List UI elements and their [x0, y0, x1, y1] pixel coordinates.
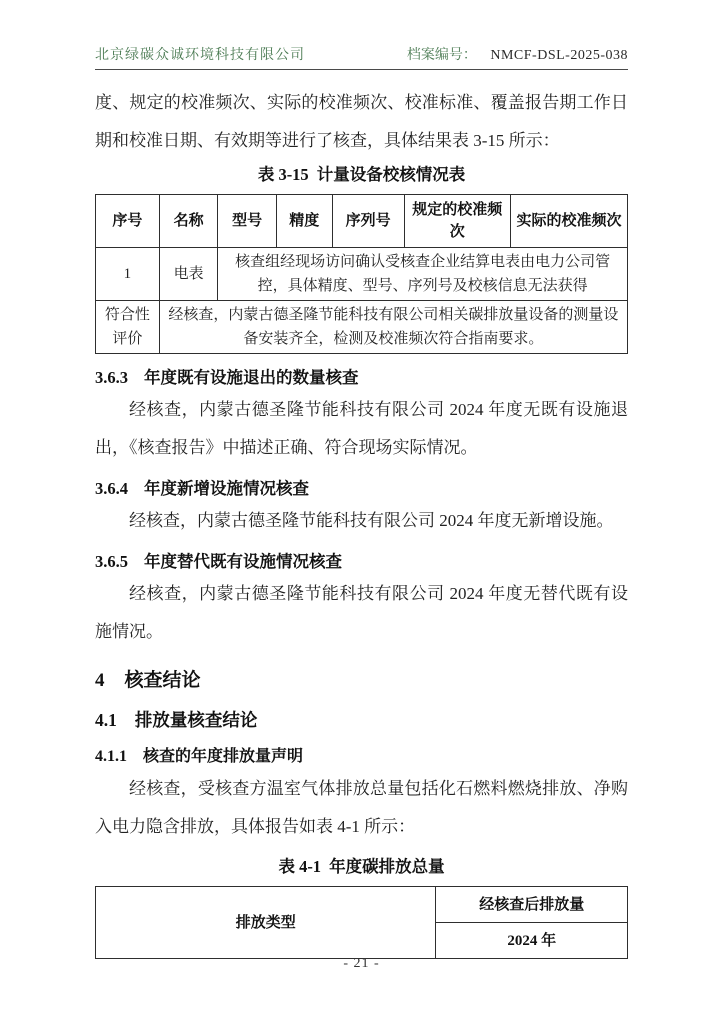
file-number-value: NMCF-DSL-2025-038	[490, 48, 628, 63]
col-header-name: 名称	[159, 195, 218, 248]
table-4-1-number: 表 4-1	[278, 857, 322, 876]
table-3-15-title	[95, 164, 628, 186]
section-number: 4.1	[95, 710, 117, 730]
section-body-3-6-4: 经核查，内蒙古德圣隆节能科技有限公司 2024 年度无新增设施。	[129, 511, 614, 530]
section-title: 年度替代既有设施情况核查	[144, 552, 342, 571]
section-heading-3-6-5	[95, 550, 628, 573]
table-row	[96, 195, 628, 248]
table-3-15-number: 表 3-15	[257, 165, 309, 184]
cell-device-note: 核查组经现场访问确认受核查企业结算电表由电力公司管控，具体精度、型号、序列号及校核信息无法获得	[218, 248, 628, 301]
section-number: 4.1.1	[95, 748, 127, 765]
section-number: 3.6.4	[95, 479, 128, 498]
section-heading-3-6-4	[95, 477, 628, 500]
col-header-index: 序号	[96, 195, 160, 248]
section-number: 4	[95, 670, 105, 691]
cell-conformity-label: 符合性评价	[96, 301, 160, 354]
col-header-serial: 序列号	[332, 195, 404, 248]
col-header-required-freq: 规定的校准频次	[404, 195, 510, 248]
section-heading-4-1-1	[95, 745, 628, 768]
section-title: 年度既有设施退出的数量核查	[144, 368, 359, 387]
col-header-actual-freq: 实际的校准频次	[510, 195, 627, 248]
section-title: 年度新增设施情况核查	[144, 479, 309, 498]
page-number: - 21 -	[343, 956, 380, 971]
table-row	[96, 887, 628, 923]
section-heading-4	[95, 667, 628, 694]
company-name: 北京绿碳众诚环境科技有限公司	[95, 48, 305, 63]
cell-index: 1	[96, 248, 160, 301]
table-4-1-title	[95, 856, 628, 878]
cell-year: 2024 年	[436, 923, 628, 959]
table-row	[96, 301, 628, 354]
cell-emission-type: 排放类型	[96, 887, 436, 959]
section-heading-4-1	[95, 708, 628, 733]
cell-verified-emission: 经核查后排放量	[436, 887, 628, 923]
section-title: 排放量核查结论	[134, 710, 258, 730]
section-number: 3.6.5	[95, 552, 128, 571]
section-body-3-6-5: 经核查，内蒙古德圣隆节能科技有限公司 2024 年度无替代既有设施情况。	[95, 584, 628, 641]
page-header	[95, 44, 628, 70]
file-number-label: 档案编号：	[406, 48, 477, 63]
table-3-15-caption: 计量设备校核情况表	[316, 165, 466, 184]
section-title: 核查结论	[124, 670, 201, 691]
intro-paragraph: 度、规定的校准频次、实际的校准频次、校准标准、覆盖报告期工作日期和校准日期、有效期等进行了核查，具体结果表 3-15 所示：	[95, 93, 628, 150]
section-heading-3-6-3	[95, 366, 628, 389]
col-header-model: 型号	[218, 195, 277, 248]
table-4-1	[95, 886, 628, 959]
table-4-1-caption: 年度碳排放总量	[329, 857, 445, 876]
col-header-precision: 精度	[276, 195, 332, 248]
cell-device-name: 电表	[159, 248, 218, 301]
cell-conformity-note: 经核查，内蒙古德圣隆节能科技有限公司相关碳排放量设备的测量设备安装齐全，检测及校准频次符合指南要求。	[159, 301, 627, 354]
section-title: 核查的年度排放量声明	[143, 748, 304, 765]
section-body-4-1-1: 经核查，受核查方温室气体排放总量包括化石燃料燃烧排放、净购入电力隐含排放，具体报告如表 4-1 所示：	[95, 779, 628, 836]
table-row	[96, 248, 628, 301]
section-number: 3.6.3	[95, 368, 128, 387]
section-body-3-6-3: 经核查，内蒙古德圣隆节能科技有限公司 2024 年度无既有设施退出，《核查报告》中描述正确、符合现场实际情况。	[95, 400, 628, 457]
table-3-15	[95, 194, 628, 354]
file-number-group	[407, 44, 628, 64]
